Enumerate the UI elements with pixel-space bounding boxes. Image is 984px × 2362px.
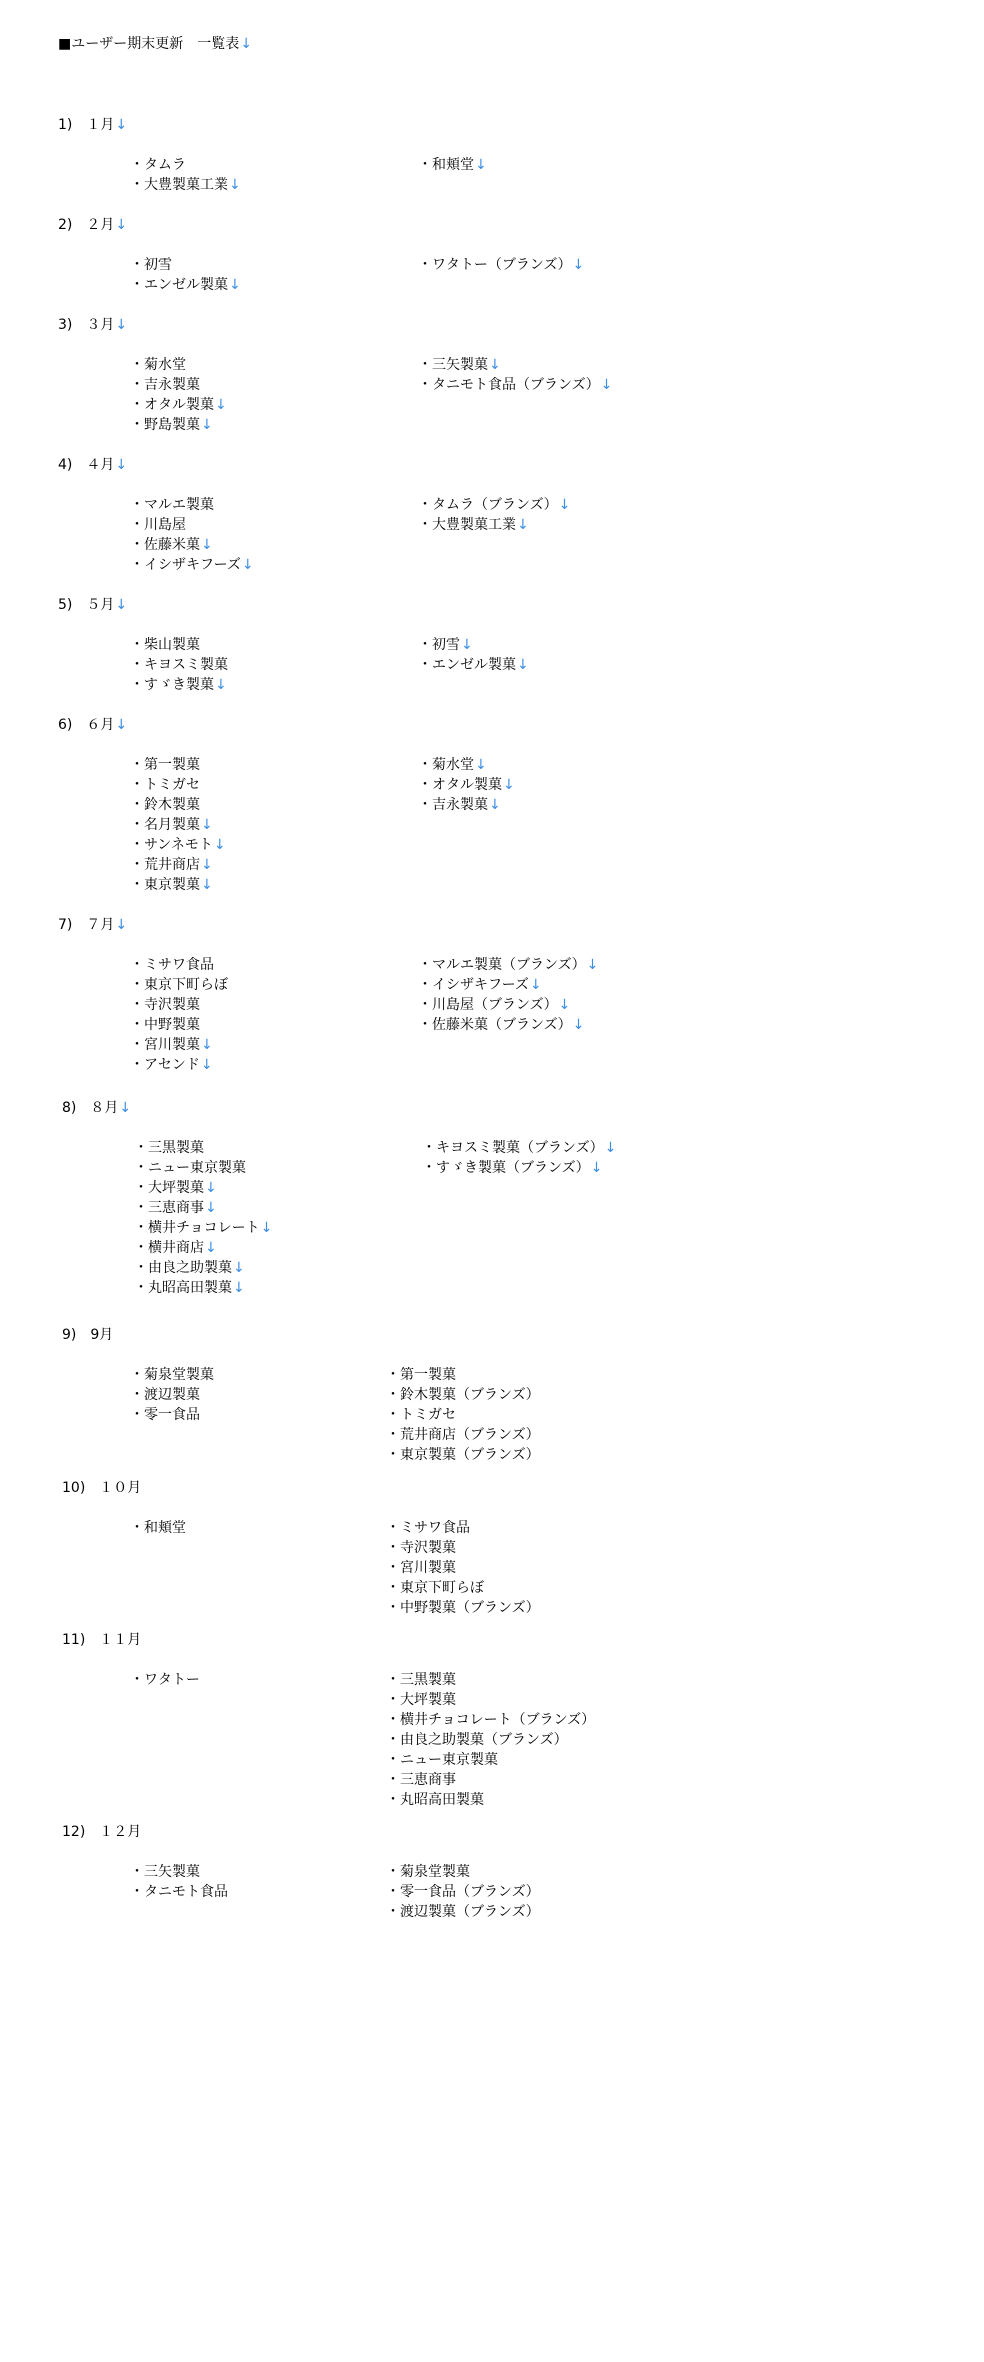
month-heading [58,115,127,135]
company-name: ・三黒製菓 [134,1140,204,1156]
company-item [130,1015,228,1035]
company-item [134,1198,272,1218]
company-name: ・三矢製菓 [130,1864,200,1880]
company-name: ・宮川製菓 [130,1037,200,1053]
return-mark-icon: ↓ [517,657,529,673]
company-item [130,815,226,835]
company-name: ・三恵商事 [386,1772,456,1788]
company-list-left [130,1670,200,1690]
company-list-left [130,355,227,435]
company-item [386,1670,595,1690]
month-heading [58,455,127,475]
company-item [386,1385,540,1405]
company-item [130,1035,228,1055]
company-item [130,355,227,375]
return-mark-icon: ↓ [229,277,241,293]
company-list-left [130,1518,186,1538]
company-item [418,795,515,815]
return-mark-icon: ↓ [201,1037,213,1053]
month-label: 10) １０月 [62,1480,142,1496]
company-name: ・柴山製菓 [130,637,200,653]
company-list-left [134,1138,272,1298]
company-name: ・横井チョコレート（ブランズ） [386,1712,596,1728]
company-item [134,1158,272,1178]
company-item [418,1015,598,1035]
company-name: ・丸昭高田製菓 [386,1792,484,1808]
company-name: ・エンゼル製菓 [130,277,228,293]
return-mark-icon: ↓ [590,1160,603,1176]
return-mark-icon: ↓ [115,217,128,233]
company-list-right [386,1670,595,1810]
return-mark-icon: ↓ [205,1180,217,1196]
company-list-left [130,955,228,1075]
company-name: ・ニュー東京製菓 [386,1752,498,1768]
company-name: ・第一製菓 [130,757,200,773]
company-item [134,1178,272,1198]
company-item [130,175,241,195]
company-list-left [130,1365,214,1425]
month-label: 1) １月 [58,117,115,133]
company-name: ・野島製菓 [130,417,200,433]
company-name: ・渡辺製菓 [130,1387,200,1403]
company-item [134,1258,272,1278]
company-list-left [130,155,241,195]
company-item [418,775,515,795]
return-mark-icon: ↓ [572,1017,585,1033]
company-name: ・ミサワ食品 [386,1520,470,1536]
company-name: ・渡辺製菓（ブランズ） [386,1904,540,1920]
company-item [386,1710,595,1730]
company-item [418,655,529,675]
company-list-right [386,1518,540,1618]
return-mark-icon: ↓ [260,1220,273,1236]
return-mark-icon: ↓ [233,1280,245,1296]
month-label: 11) １１月 [62,1632,142,1648]
company-item [422,1158,616,1178]
company-name: ・佐藤米菓 [130,537,200,553]
company-name: ・三黒製菓 [386,1672,456,1688]
company-name: ・ニュー東京製菓 [134,1160,246,1176]
company-item [130,375,227,395]
company-item [130,855,226,875]
company-name: ・菊水堂 [418,757,474,773]
company-item [386,1578,540,1598]
month-heading [58,915,127,935]
return-mark-icon: ↓ [600,377,613,393]
company-name: ・キヨスミ製菓 [130,657,228,673]
company-name: ・タニモト食品 [130,1884,228,1900]
company-item [130,1670,200,1690]
company-item [130,515,254,535]
company-item [130,675,228,695]
return-mark-icon: ↓ [572,257,585,273]
company-item [130,1385,214,1405]
company-name: ・第一製菓 [386,1367,456,1383]
company-item [130,395,227,415]
company-name: ・東京製菓（ブランズ） [386,1447,540,1463]
company-item [134,1138,272,1158]
company-name: ・マルエ製菓（ブランズ） [418,957,586,973]
company-name: ・東京下町らぼ [130,977,228,993]
company-item [130,1882,228,1902]
month-label: 4) ４月 [58,457,115,473]
company-item [418,635,529,655]
company-item [386,1770,595,1790]
company-name: ・大坪製菓 [386,1692,456,1708]
company-item [130,535,254,555]
return-mark-icon: ↓ [233,1260,245,1276]
month-heading [58,715,127,735]
company-name: ・ミサワ食品 [130,957,214,973]
return-mark-icon: ↓ [529,977,542,993]
company-name: ・すゞき製菓 [130,677,214,693]
month-heading [58,315,127,335]
company-item [130,155,241,175]
company-item [386,1425,540,1445]
return-mark-icon: ↓ [213,837,226,853]
company-item [386,1445,540,1465]
company-name: ・ワタトー [130,1672,200,1688]
company-list-right [386,1365,540,1465]
month-label: 9) 9月 [62,1327,114,1343]
company-name: ・アセンド [130,1057,200,1073]
company-name: ・オタル製菓 [418,777,502,793]
company-name: ・サンネモト [130,837,213,853]
company-name: ・トミガセ [130,777,200,793]
company-item [130,255,241,275]
company-item [418,975,598,995]
company-name: ・ワタトー（ブランズ） [418,257,572,273]
company-item [386,1518,540,1538]
company-list-right [418,955,598,1035]
company-list-right [386,1862,540,1922]
company-item [422,1138,616,1158]
return-mark-icon: ↓ [241,557,254,573]
company-item [130,775,226,795]
company-name: ・キヨスミ製菓（ブランズ） [422,1140,604,1156]
company-name: ・和頬堂 [130,1520,186,1536]
return-mark-icon: ↓ [115,597,128,613]
company-name: ・中野製菓 [130,1017,200,1033]
return-mark-icon: ↓ [229,177,241,193]
company-name: ・鈴木製菓（ブランズ） [386,1387,540,1403]
company-item [386,1790,595,1810]
company-item [386,1862,540,1882]
company-item [386,1690,595,1710]
company-name: ・横井チョコレート [134,1220,260,1236]
company-name: ・荒井商店 [130,857,200,873]
company-list-right [422,1138,616,1178]
company-name: ・イシザキフーズ [130,557,241,573]
company-item [386,1405,540,1425]
company-item [386,1538,540,1558]
company-item [130,795,226,815]
company-name: ・タムラ（ブランズ） [418,497,558,513]
company-name: ・中野製菓（ブランズ） [386,1600,540,1616]
company-item [130,635,228,655]
return-mark-icon: ↓ [115,917,128,933]
month-heading [62,1098,131,1118]
company-name: ・佐藤米菓（ブランズ） [418,1017,572,1033]
company-name: ・タムラ [130,157,186,173]
company-item [130,555,254,575]
return-mark-icon: ↓ [240,36,252,52]
company-item [418,515,570,535]
company-item [130,755,226,775]
return-mark-icon: ↓ [119,1100,132,1116]
month-label: 8) ８月 [62,1100,119,1116]
company-name: ・鈴木製菓 [130,797,200,813]
company-item [386,1750,595,1770]
company-item [418,255,584,275]
month-heading [62,1325,113,1345]
company-item [134,1278,272,1298]
company-item [386,1558,540,1578]
company-name: ・和頬堂 [418,157,474,173]
month-label: 3) ３月 [58,317,115,333]
company-name: ・菊泉堂製菓 [386,1864,470,1880]
month-heading [62,1630,141,1650]
page-title: ■ユーザー期末更新 一覧表↓ [58,36,252,52]
company-name: ・イシザキフーズ [418,977,529,993]
company-item [386,1598,540,1618]
company-item [418,955,598,975]
company-name: ・由良之助製菓 [134,1260,232,1276]
company-list-right [418,255,584,275]
company-item [130,1055,228,1075]
return-mark-icon: ↓ [201,417,213,433]
company-name: ・すゞき製菓（ブランズ） [422,1160,590,1176]
company-item [386,1730,595,1750]
company-item [130,1365,214,1385]
company-name: ・大坪製菓 [134,1180,204,1196]
company-item [130,875,226,895]
return-mark-icon: ↓ [205,1240,217,1256]
month-label: 6) ６月 [58,717,115,733]
company-name: ・菊泉堂製菓 [130,1367,214,1383]
company-item [134,1238,272,1258]
company-name: ・寺沢製菓 [130,997,200,1013]
company-list-right [418,155,487,175]
company-item [418,155,487,175]
company-name: ・寺沢製菓 [386,1540,456,1556]
company-item [130,1862,228,1882]
company-name: ・三矢製菓 [418,357,488,373]
month-heading [58,215,127,235]
company-item [418,355,612,375]
company-item [130,415,227,435]
company-name: ・初雪 [418,637,460,653]
company-name: ・オタル製菓 [130,397,214,413]
company-list-right [418,355,612,395]
company-name: ・エンゼル製菓 [418,657,516,673]
company-name: ・荒井商店（ブランズ） [386,1427,540,1443]
company-item [130,975,228,995]
company-name: ・零一食品 [130,1407,200,1423]
company-name: ・丸昭高田製菓 [134,1280,232,1296]
company-item [130,655,228,675]
company-item [418,495,570,515]
return-mark-icon: ↓ [503,777,515,793]
month-label: 7) ７月 [58,917,115,933]
return-mark-icon: ↓ [489,357,501,373]
company-item [418,375,612,395]
company-item [386,1365,540,1385]
company-name: ・タニモト食品（ブランズ） [418,377,600,393]
return-mark-icon: ↓ [475,757,487,773]
company-name: ・東京下町らぼ [386,1580,484,1596]
company-list-right [418,495,570,535]
company-item [130,275,241,295]
company-item [130,835,226,855]
return-mark-icon: ↓ [201,537,213,553]
company-name: ・川島屋（ブランズ） [418,997,558,1013]
company-list-left [130,495,254,575]
month-heading [58,595,127,615]
company-name: ・大豊製菓工業 [418,517,516,533]
return-mark-icon: ↓ [215,397,227,413]
return-mark-icon: ↓ [517,517,529,533]
company-name: ・宮川製菓 [386,1560,456,1576]
company-name: ・吉永製菓 [130,377,200,393]
return-mark-icon: ↓ [558,497,571,513]
company-list-left [130,635,228,695]
company-item [130,495,254,515]
return-mark-icon: ↓ [475,157,487,173]
month-label: 2) ２月 [58,217,115,233]
return-mark-icon: ↓ [461,637,473,653]
company-name: ・由良之助製菓（ブランズ） [386,1732,568,1748]
return-mark-icon: ↓ [201,817,213,833]
return-mark-icon: ↓ [558,997,571,1013]
company-name: ・菊水堂 [130,357,186,373]
company-name: ・初雪 [130,257,172,273]
company-name: ・横井商店 [134,1240,204,1256]
company-item [130,1518,186,1538]
company-name: ・零一食品（ブランズ） [386,1884,540,1900]
company-item [134,1218,272,1238]
company-name: ・トミガセ [386,1407,456,1423]
return-mark-icon: ↓ [586,957,599,973]
company-list-left [130,1862,228,1902]
company-item [130,955,228,975]
company-item [130,995,228,1015]
company-list-right [418,635,529,675]
company-item [130,1405,214,1425]
company-name: ・川島屋 [130,517,186,533]
return-mark-icon: ↓ [201,877,213,893]
company-name: ・三恵商事 [134,1200,204,1216]
company-name: ・大豊製菓工業 [130,177,228,193]
company-list-left [130,755,226,895]
company-item [418,755,515,775]
return-mark-icon: ↓ [604,1140,617,1156]
month-label: 12) １２月 [62,1824,142,1840]
return-mark-icon: ↓ [489,797,501,813]
month-heading [62,1478,141,1498]
company-name: ・マルエ製菓 [130,497,214,513]
return-mark-icon: ↓ [200,1057,213,1073]
company-name: ・吉永製菓 [418,797,488,813]
company-name: ・東京製菓 [130,877,200,893]
month-label: 5) ５月 [58,597,115,613]
return-mark-icon: ↓ [205,1200,217,1216]
company-list-left [130,255,241,295]
return-mark-icon: ↓ [115,457,128,473]
return-mark-icon: ↓ [201,857,213,873]
company-item [418,995,598,1015]
company-item [386,1882,540,1902]
company-list-right [418,755,515,815]
company-item [386,1902,540,1922]
return-mark-icon: ↓ [115,117,128,133]
return-mark-icon: ↓ [215,677,227,693]
return-mark-icon: ↓ [115,717,128,733]
month-heading [62,1822,141,1842]
company-name: ・名月製菓 [130,817,200,833]
return-mark-icon: ↓ [115,317,128,333]
